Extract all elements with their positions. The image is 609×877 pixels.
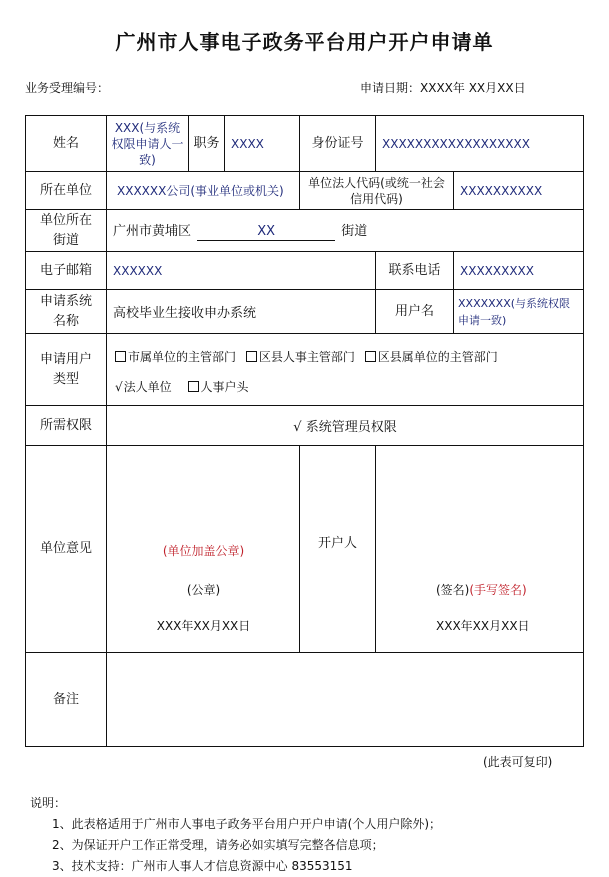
street-value[interactable] [107,210,584,252]
system-label [26,290,107,334]
option-municipal[interactable] [115,350,236,364]
sign-note: (手写签名) [469,583,527,597]
id-value[interactable] [376,116,584,172]
email-label: 电子邮箱 [26,252,107,290]
row-system [26,290,584,334]
checkbox-icon [115,351,126,362]
row-unit [26,172,584,210]
signature-line [436,581,527,598]
option-hr-account[interactable] [188,380,249,394]
unit-value[interactable] [107,172,300,210]
permission-label: 所需权限 [26,406,107,446]
name-value[interactable] [107,116,189,172]
opener-label: 开户人 [317,536,357,551]
opinion-label: 单位意见 [26,446,107,653]
name-value-text: XXX(与系统权限申请人一致) [111,120,184,167]
permission-value[interactable] [107,406,584,446]
row-street [26,210,584,252]
opinion-stamp-area[interactable] [107,446,300,653]
stamp-note: (单位加盖公章) [162,544,245,558]
phone-value[interactable] [454,252,584,290]
usertype-label [26,334,107,406]
code-label [300,172,454,210]
option-label: 人事户头 [200,379,249,394]
permission-value-text: 系统管理员权限 [305,420,397,435]
street-name: XX [197,224,335,241]
option-district-unit[interactable] [365,350,498,364]
checkbox-icon [188,381,199,392]
code-value-text: XXXXXXXXXX [460,183,543,198]
system-label-text: 申请系统名称 [39,293,92,329]
user-label: 用户名 [376,290,454,334]
application-table [25,115,584,747]
remark-value[interactable] [107,653,584,747]
phone-value-text: XXXXXXXXX [460,263,534,278]
user-value-text: XXXXXXX(与系统权限申请一致) [458,296,571,327]
explanation-item: 3、技术支持：广州市人事人才信息资源中心 83553151 [52,859,353,873]
option-label: 市属单位的主管部门 [128,349,237,364]
street-prefix: 广州市黄埔区 [113,224,192,239]
sign-date: XXX年XX月XX日 [436,619,530,633]
name-label: 姓名 [26,116,107,172]
sign-label: (签名) [436,583,470,597]
opener-label-cell [300,446,376,653]
check-mark-icon: √ [115,379,123,394]
system-value[interactable] [107,290,376,334]
explanation-item: 1、此表格适用于广州市人事电子政务平台用户开户申请(个人用户除外)； [52,817,442,831]
option-label: 区县人事主管部门 [258,349,355,364]
email-value[interactable] [107,252,376,290]
explanation [30,793,441,877]
email-value-text: XXXXXX [113,263,163,278]
row-remark [26,653,584,747]
remark-label: 备注 [26,653,107,747]
checkbox-icon [365,351,376,362]
position-value[interactable] [225,116,300,172]
street-label-text: 单位所在街道 [39,212,92,248]
option-legal-entity[interactable] [115,380,172,394]
id-label: 身份证号 [300,116,376,172]
row-opinion [26,446,584,653]
street-label [26,210,107,252]
system-value-text: 高校毕业生接收申办系统 [113,306,257,321]
checkbox-icon [246,351,257,362]
usertype-label-text: 申请用户类型 [39,351,92,387]
option-label: 区县属单位的主管部门 [377,349,498,364]
form-title: 广州市人事电子政务平台用户开户申请单 [115,30,494,54]
check-mark-icon: √ [293,420,302,435]
unit-value-text: XXXXXX公司(事业单位或机关) [117,184,284,198]
user-value[interactable] [454,290,584,334]
phone-label: 联系电话 [376,252,454,290]
row-usertype [26,334,584,406]
position-label: 职务 [189,116,225,172]
option-label: 法人单位 [123,379,172,394]
opener-sign-area[interactable] [376,446,584,653]
unit-label: 所在单位 [26,172,107,210]
row-permission [26,406,584,446]
row-name [26,116,584,172]
apply-date: 申请日期：XXXX年 XX月XX日 [360,81,526,95]
code-value[interactable] [454,172,584,210]
id-value-text: XXXXXXXXXXXXXXXXXX [382,136,530,151]
street-suffix: 街道 [341,224,368,239]
code-label-text: 单位法人代码(或统一社会信用代码) [308,175,445,206]
explanation-item: 2、为保证开户工作正常受理，请务必如实填写完整各信息项； [52,838,384,852]
copy-note: (此表可复印) [483,755,553,769]
position-value-text: XXXX [231,136,264,151]
option-district-hr[interactable] [246,350,355,364]
stamp-date: XXX年XX月XX日 [156,619,251,633]
business-no-label: 业务受理编号： [25,81,110,95]
stamp-label: (公章) [186,583,221,597]
row-email [26,252,584,290]
explanation-heading: 说明： [30,796,67,810]
usertype-options [107,334,584,406]
